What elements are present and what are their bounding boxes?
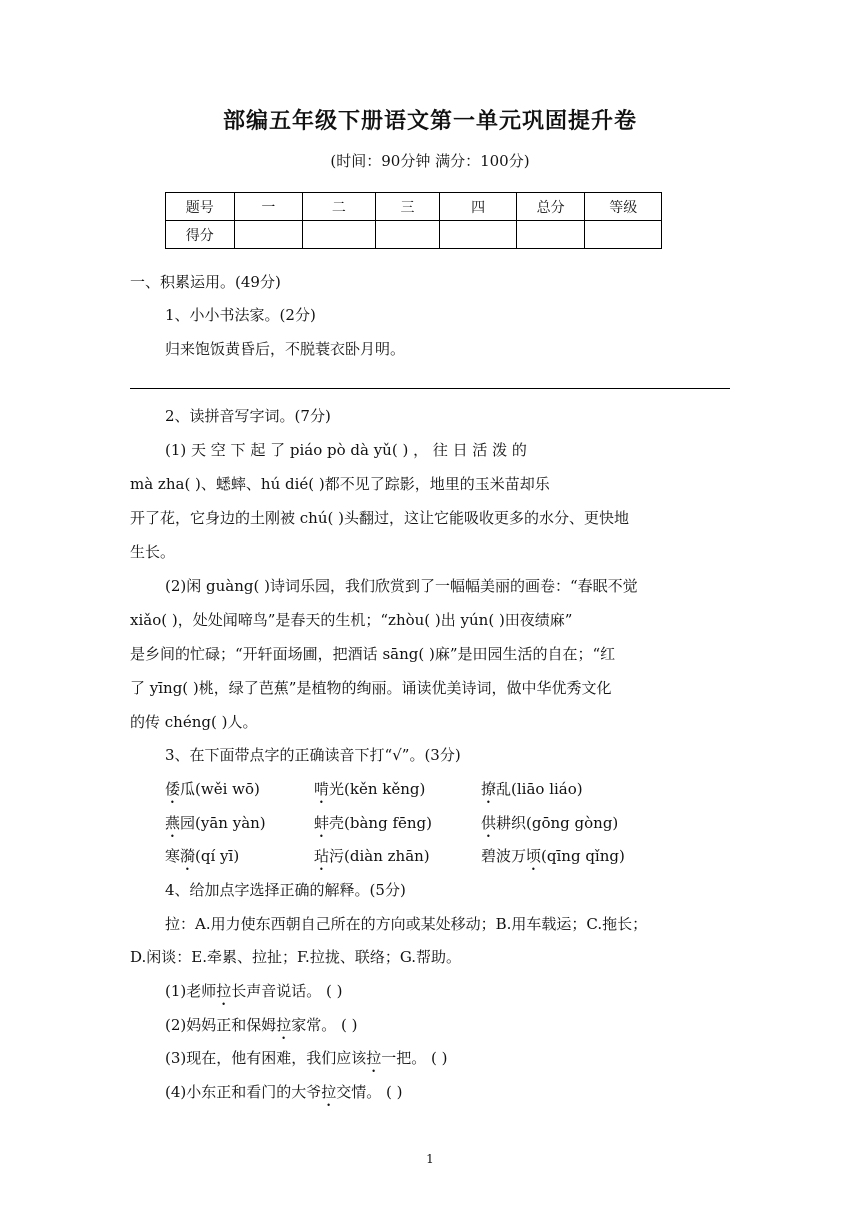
paragraph-line: 生长。 bbox=[130, 543, 176, 561]
pinyin-choice-item[interactable]: 倭瓜(wěi wō) bbox=[165, 780, 260, 798]
section-heading: 一、积累运用。(49分) bbox=[130, 273, 281, 291]
question-title: 1、小小书法家。(2分) bbox=[165, 306, 316, 324]
score-cell[interactable] bbox=[375, 221, 440, 249]
pinyin-choice-item[interactable]: 供耕织(gōng gòng) bbox=[481, 814, 619, 832]
page-title: 部编五年级下册语文第一单元巩固提升卷 bbox=[222, 108, 637, 134]
definition-line: 拉：A.用力使东西朝自己所在的方向或某处移动；B.用车载运；C.拖长； bbox=[165, 915, 648, 933]
score-table bbox=[165, 192, 662, 249]
pinyin-choice-item[interactable]: 燕园(yān yàn) bbox=[165, 814, 266, 832]
writing-line[interactable] bbox=[130, 388, 730, 389]
score-header-cell: 一 bbox=[234, 193, 303, 221]
score-header-cell: 等级 bbox=[585, 193, 662, 221]
score-header-cell: 四 bbox=[440, 193, 517, 221]
score-header-cell: 三 bbox=[375, 193, 440, 221]
score-header-cell: 题号 bbox=[166, 193, 235, 221]
score-cell[interactable] bbox=[585, 221, 662, 249]
page-number: 1 bbox=[426, 1152, 434, 1166]
exam-info: (时间：90分钟 满分：100分) bbox=[330, 152, 530, 170]
calligraphy-text: 归来饱饭黄昏后，不脱蓑衣卧月明。 bbox=[165, 340, 406, 358]
question-title: 4、给加点字选择正确的解释。(5分) bbox=[165, 881, 406, 899]
pinyin-choice-item[interactable]: 碧波万顷(qīng qǐng) bbox=[481, 847, 625, 865]
question-title: 3、在下面带点字的正确读音下打“√”。(3分) bbox=[165, 746, 461, 764]
score-header-cell: 二 bbox=[303, 193, 376, 221]
score-header-cell: 总分 bbox=[516, 193, 585, 221]
score-cell[interactable] bbox=[303, 221, 376, 249]
pinyin-choice-item[interactable]: 玷污(diàn zhān) bbox=[314, 847, 430, 865]
score-table-header-row bbox=[166, 193, 662, 221]
score-table-score-row bbox=[166, 221, 662, 249]
score-cell[interactable] bbox=[440, 221, 517, 249]
pinyin-choice-item[interactable]: 撩乱(liāo liáo) bbox=[481, 780, 583, 798]
paragraph-line: 开了花，它身边的土刚被 chú( )头翻过，这让它能吸收更多的水分、更快地 bbox=[130, 509, 629, 527]
sentence-item[interactable]: (2)妈妈正和保姆拉家常。 ( ) bbox=[165, 1016, 358, 1034]
score-cell[interactable] bbox=[234, 221, 303, 249]
pinyin-choice-item[interactable]: 蚌壳(bàng fēng) bbox=[314, 814, 432, 832]
question-title: 2、读拼音写字词。(7分) bbox=[165, 407, 331, 425]
paragraph-line: mà zha( )、蟋蟀、hú dié( )都不见了踪影，地里的玉米苗却乐 bbox=[130, 475, 550, 493]
paragraph-line: xiǎo( )，处处闻啼鸟”是春天的生机；“zhòu( )出 yún( )田夜绩麻” bbox=[130, 611, 573, 629]
score-cell[interactable] bbox=[516, 221, 585, 249]
paragraph-line: 的传 chéng( )人。 bbox=[130, 713, 258, 731]
pinyin-choice-item[interactable]: 啃光(kěn kěng) bbox=[314, 780, 426, 798]
paragraph-line: (2)闲 guàng( )诗词乐园，我们欣赏到了一幅幅美丽的画卷：“春眠不觉 bbox=[165, 577, 638, 595]
sentence-item[interactable]: (3)现在，他有困难，我们应该拉一把。 ( ) bbox=[165, 1049, 448, 1067]
paragraph-line: 了 yīng( )桃，绿了芭蕉”是植物的绚丽。诵读优美诗词，做中华优秀文化 bbox=[130, 679, 612, 697]
score-row-label: 得分 bbox=[166, 221, 235, 249]
definition-line: D.闲谈：E.牵累、拉扯；F.拉拢、联络；G.帮助。 bbox=[130, 948, 462, 966]
sentence-item[interactable]: (4)小东正和看门的大爷拉交情。 ( ) bbox=[165, 1083, 403, 1101]
sentence-item[interactable]: (1)老师拉长声音说话。 ( ) bbox=[165, 982, 343, 1000]
paragraph-line: (1) 天 空 下 起 了 piáo pò dà yǔ( ) ， 往 日 活 泼 的 bbox=[165, 441, 527, 459]
pinyin-choice-item[interactable]: 寒漪(qí yī) bbox=[165, 847, 240, 865]
paragraph-line: 是乡间的忙碌；“开轩面场圃，把酒话 sāng( )麻”是田园生活的自在；“红 bbox=[130, 645, 616, 663]
